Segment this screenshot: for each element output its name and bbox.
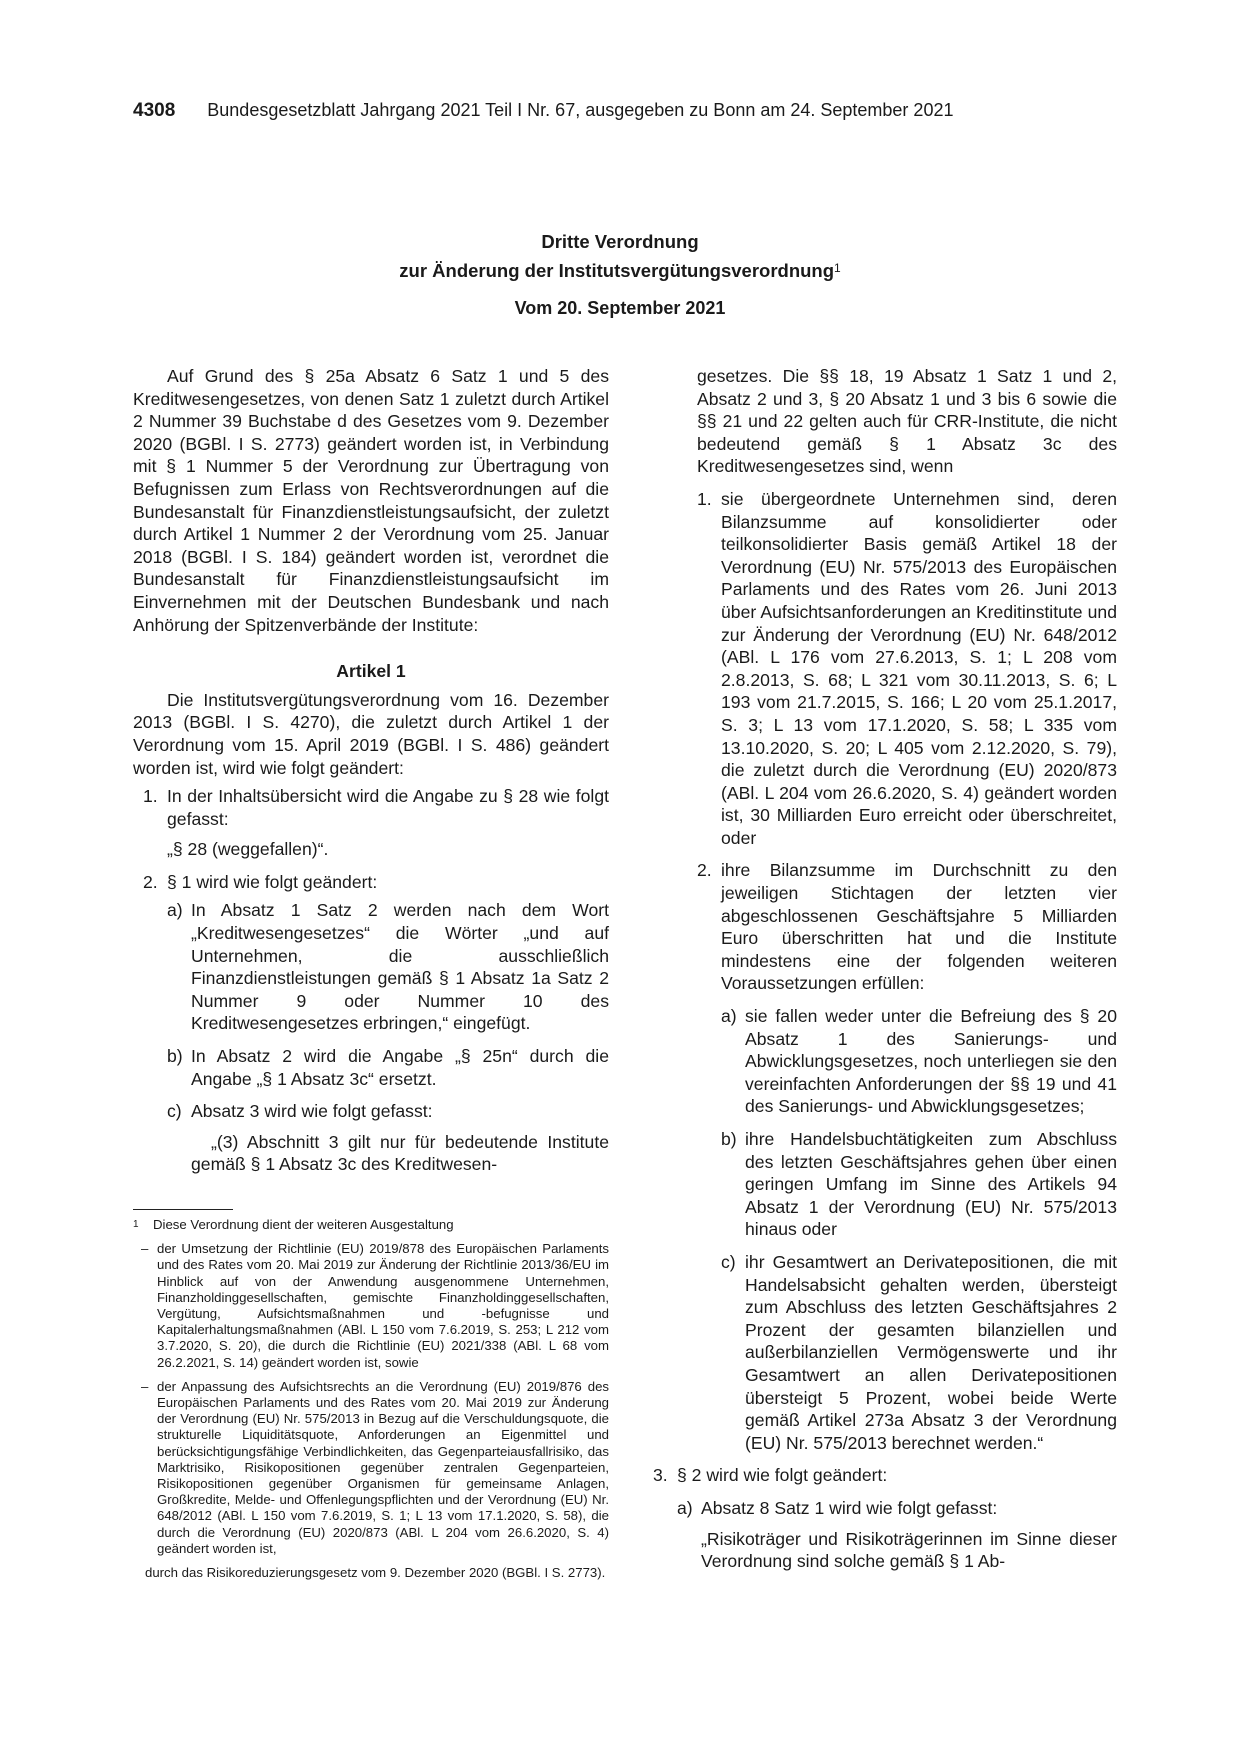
sub-condition-text: ihre Handelsbuchtätigkeiten zum Abschluss des letzten Geschäftsjahres gehen über einen geringen Umfang im Sinne des Artikels 94 Absatz 1 der Verordnung (EU) Nr. 575/2013 hinaus oder [745,1129,1117,1240]
article-heading: Artikel 1 [336,661,406,682]
footnote-intro: Diese Verordnung dient der weiteren Ausgestaltung [153,1217,454,1232]
header-text: Bundesgesetzblatt Jahrgang 2021 Teil I Nr. 67, ausgegeben zu Bonn am 24. September 2021 [207,100,954,120]
title-footnote-mark: 1 [834,261,841,275]
sub-condition-text: sie fallen weder unter die Befreiung des § 20 Absatz 1 des Sanierungs- und Abwicklungsgesetzes, noch unterliegen sie den vereinfachten Anforderungen der §§ 19 und 41 des Sanierungs- und Abwicklungsgesetzes; [745,1006,1117,1117]
list-item-1 [133,785,609,830]
sub-item-letter: c) [167,1101,182,1122]
document-date: Vom 20. September 2021 [514,298,726,318]
left-column [133,365,609,1176]
condition-1 [697,488,1117,850]
item3-subitems [677,1497,1117,1573]
sub-item-letter: a) [677,1497,693,1518]
title-line-1: Dritte Verordnung [541,231,699,252]
footnotes [133,1217,609,1581]
item1-quote: „§ 28 (weggefallen)“. [167,839,329,860]
condition-2-subitems [697,1005,1117,1454]
sub-item-a [167,899,609,1035]
sub-item-c [167,1100,609,1123]
document-title [300,228,940,284]
footnote-divider [133,1209,233,1210]
item3a-quote: „Risikoträger und Risikoträgerinnen im Sinne dieser Verordnung sind solche gemäß § 1 Ab- [701,1528,1117,1572]
sub-item-b [167,1045,609,1090]
page-number: 4308 [133,100,176,121]
sub-condition-letter: c) [721,1251,736,1272]
condition-text: sie übergeordnete Unternehmen sind, deren Bilanzsumme auf konsolidierter oder teilkonsolidierter Basis gemäß Artikel 18 der Verordnung (EU) Nr. 575/2013 des Europäischen Parlaments und des Rates vom 26. Juni 2013 über Aufsichtsanforderungen an Kreditinstitute und zur Änderung der Verordnung (EU) Nr. 648/2012 (ABl. L 176 vom 27.6.2013, S. 1; L 208 vom 2.8.2013, S. 68; L 321 vom 30.11.2013, S. 6; L 193 vom 21.7.2015, S. 166; L 20 vom 25.1.2017, S. 3; L 13 vom 17.1.2020, S. 58; L 335 vom 13.10.2020, S. 20; L 405 vom 2.12.2020, S. 79), die zuletzt durch die Verordnung (EU) 2020/873 (ABl. L 204 vom 26.6.2020, S. 4) geändert worden ist, 30 Milliarden Euro erreicht oder überschreitet, oder [721,488,1117,848]
footnote-item-text: der Anpassung des Aufsichtsrechts an die Verordnung (EU) 2019/876 des Europäischen Parlaments und des Rates vom 20. Mai 2019 zur Änderung der Verordnung (EU) Nr. 575/2013 in Bezug auf die Verschuldungsquote, die strukturelle Liquiditätsquote, Anforderungen an Eigenmittel und berücksichtigungsfähige Verbindlichkeiten, das Gegenparteiausfallrisiko, das Marktrisiko, Risikopositionen gegenüber zentralen Gegenparteien, Risikopositionen gegenüber Organismen für gemeinsame Anlagen, Großkredite, Melde- und Offenlegungspflichten und der Verordnung (EU) Nr. 648/2012 (ABl. L 150 vom 7.6.2019, S. 1; L 13 vom 17.1.2020, S. 58), die durch die Verordnung (EU) 2020/873 (ABl. L 204 vom 26.6.2020, S. 4) geändert worden ist, [157,1378,609,1556]
condition-text: ihre Bilanzsumme im Durchschnitt zu den jeweiligen Stichtagen der letzten vier abgeschlossenen Geschäftsjahre 5 Milliarden Euro überschritten hat und die Institute mindestens eine der folgenden weiteren Voraussetzungen erfüllen: [721,860,1117,994]
footnote-mark: 1 [133,1219,139,1230]
item2-subitems [133,899,609,1176]
footnote-dash: – [141,1241,149,1257]
footnote-item-text: der Umsetzung der Richtlinie (EU) 2019/878 des Europäischen Parlaments und des Rates vom 20. Mai 2019 zur Änderung der Richtlinie 2013/36/EU im Hinblick auf von der Anwendung ausgenommene Unternehmen, Finanzholdinggesellschaften, gemischte Finanzholdinggesellschaften, Vergütung, Aufsichtsmaßnahmen und -befugnisse und Kapitalerhaltungsmaßnahmen (ABl. L 150 vom 7.6.2019, S. 253; L 212 vom 3.7.2020, S. 20), die durch die Richtlinie (EU) 2021/338 (ABl. L 68 vom 26.2.2021, S. 14) geändert worden ist, sowie [157,1241,609,1370]
sub-item-letter: a) [167,900,183,921]
list-item-text: § 2 wird wie folgt geändert: [677,1465,888,1486]
footnote-tail: durch das Risikoreduzierungsgesetz vom 9. Dezember 2020 (BGBl. I S. 2773). [145,1565,606,1581]
footnote-dash: – [141,1378,149,1394]
sub-item-text: In Absatz 2 wird die Angabe „§ 25n“ durch die Angabe „§ 1 Absatz 3c“ ersetzt. [191,1046,609,1089]
condition-2 [697,859,1117,995]
item2c-quote: „(3) Abschnitt 3 gilt nur für bedeutende Institute gemäß § 1 Absatz 3c des Kreditwesen- [191,1131,609,1175]
sub-item-text: Absatz 8 Satz 1 wird wie folgt gefasst: [701,1497,998,1518]
preamble: Auf Grund des § 25a Absatz 6 Satz 1 und 5 des Kreditwesengesetzes, von denen Satz 1 zuletzt durch Artikel 2 Nummer 39 Buchstabe d des Gesetzes vom 9. Dezember 2020 (BGBl. I S. 2773) geändert worden ist, in Verbindung mit § 1 Nummer 5 der Verordnung zur Übertragung von Befugnissen zum Erlass von Rechtsverordnungen auf die Bundesanstalt für Finanzdienstleistungsaufsicht, der zuletzt durch Artikel 1 Nummer 2 der Verordnung vom 25. Januar 2018 (BGBl. I S. 184) geändert worden ist, verordnet die Bundesanstalt für Finanzdienstleistungsaufsicht im Einvernehmen mit der Deutschen Bundesbank und nach Anhörung der Spitzenverbände der Institute: [133,366,609,635]
list-item-number: 3. [653,1465,668,1486]
sub-item-text: Absatz 3 wird wie folgt gefasst: [191,1101,433,1122]
title-line-2-text: zur Änderung der Institutsvergütungsverordnung [399,260,835,281]
list-item-3 [643,1464,1117,1487]
sub-item-a [677,1497,1117,1520]
condition-number: 1. [697,488,712,509]
list-item-number: 1. [143,786,158,807]
page-header [133,100,1113,128]
article-intro: Die Institutsvergütungsverordnung vom 16. Dezember 2013 (BGBl. I S. 4270), die zuletzt durch Artikel 1 der Verordnung vom 15. April 2019 (BGBl. I S. 486) geändert worden ist, wird wie folgt geändert: [133,689,609,778]
sub-condition-text: ihr Gesamtwert an Derivatepositionen, die mit Handelsabsicht gehalten werden, übersteigt zum Abschluss des letzten Geschäftsjahres 2 Prozent der gesamten bilanziellen und außerbilanziellen Vermögenswerte und ihr Gesamtwert an allen Derivatepositionen übersteigt 5 Prozent, wobei beide Werte gemäß Artikel 273a Absatz 3 der Verordnung (EU) Nr. 575/2013 berechnet werden.“ [745,1251,1117,1453]
footnote-intro-line [133,1217,609,1233]
condition-number: 2. [697,860,712,881]
sub-condition-b [721,1128,1117,1241]
sub-condition-letter: b) [721,1129,737,1149]
title-line-2 [300,255,940,284]
list-item-text: In der Inhaltsübersicht wird die Angabe zu § 28 wie folgt gefasst: [167,786,609,829]
sub-item-text: In Absatz 1 Satz 2 werden nach dem Wort „Kreditwesengesetzes“ die Wörter „und auf Unternehmen, die ausschließlich Finanzdienstleistungen gemäß § 1 Absatz 1a Satz 2 Nummer 9 oder Nummer 10 des Kreditwesengesetzes erbringen,“ eingefügt. [191,900,609,1034]
continuation-text: gesetzes. Die §§ 18, 19 Absatz 1 Satz 1 und 2, Absatz 2 und 3, § 20 Absatz 1 und 3 bis 6 sowie die §§ 21 und 22 gelten auch für CRR-Institute, die nicht bedeutend gemäß § 1 Absatz 3c des Kreditwesengesetzes sind, wenn [697,366,1117,477]
sub-condition-a [721,1005,1117,1118]
list-item-text: § 1 wird wie folgt geändert: [167,871,378,892]
sub-condition-c [721,1251,1117,1454]
sub-item-letter: b) [167,1046,183,1067]
list-item-2 [133,871,609,894]
sub-condition-letter: a) [721,1006,737,1027]
list-item-number: 2. [143,871,158,892]
footnote-item-2 [133,1379,609,1557]
footnote-item-1 [133,1241,609,1371]
right-column [653,365,1117,1573]
